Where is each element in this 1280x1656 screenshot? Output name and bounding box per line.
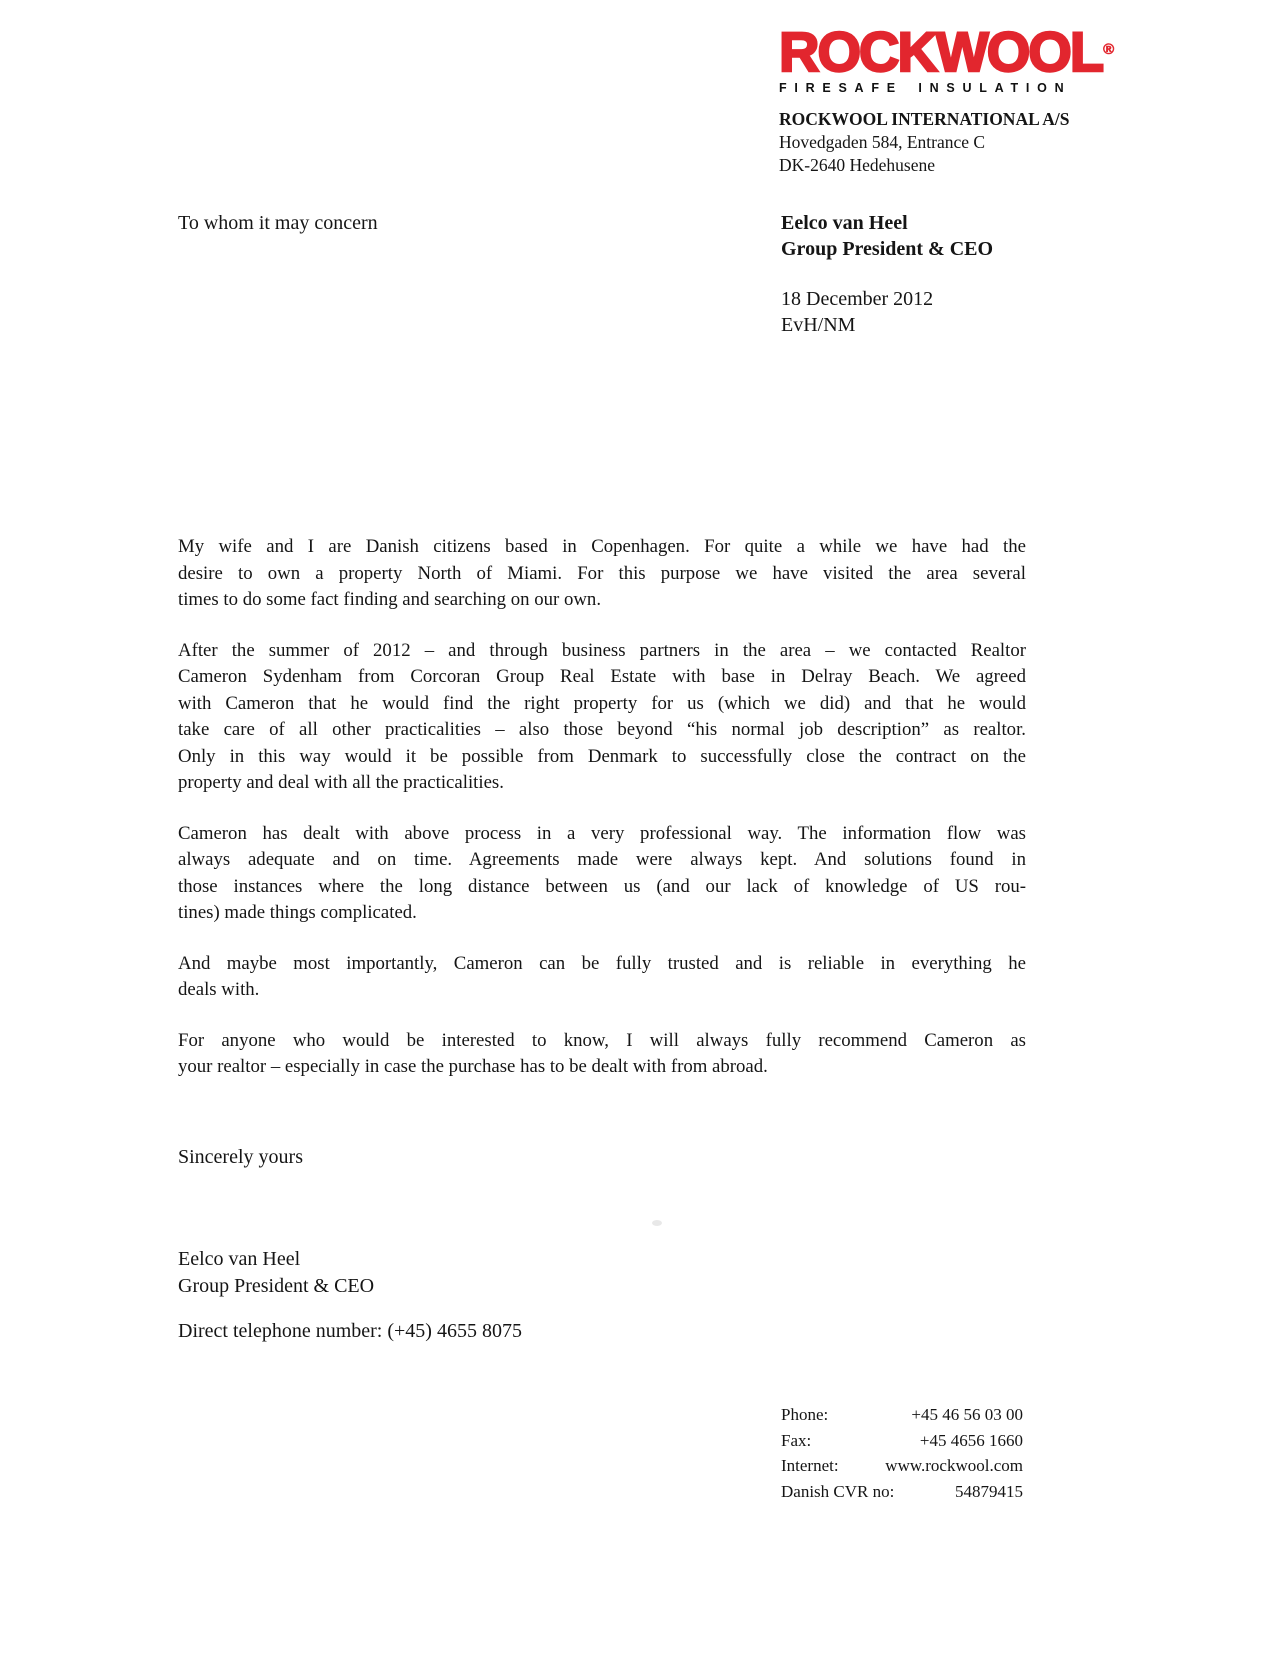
sender-title: Group President & CEO	[781, 238, 994, 260]
signature-title: Group President & CEO	[178, 1275, 375, 1297]
footer-value: +45 46 56 03 00	[911, 1405, 1023, 1424]
paragraph-line: your realtor – especially in case the purchase has to be dealt with from abroad.	[178, 1056, 768, 1077]
valediction: Sincerely yours	[178, 1146, 303, 1168]
paragraph	[178, 638, 1026, 797]
footer-row	[781, 1402, 1023, 1428]
footer-row	[781, 1428, 1023, 1454]
company-address-block	[779, 108, 1129, 177]
signature-block	[178, 1246, 374, 1300]
logo-tagline: FIRESAFE INSULATION	[779, 81, 1072, 95]
paragraph-line: take care of all other practicalities – also those beyond “his normal job description” as realtor.	[178, 719, 1026, 740]
registered-trademark-icon: ®	[1103, 41, 1115, 58]
footer-label: Internet:	[781, 1456, 839, 1475]
company-address-line1: Hovedgaden 584, Entrance C	[779, 132, 986, 152]
paragraph-line: those instances where the long distance between us (and our lack of knowledge of US rou-	[178, 875, 1026, 897]
footer-value: www.rockwool.com	[885, 1456, 1023, 1475]
paragraph	[178, 1028, 1026, 1081]
footer-label: Phone:	[781, 1405, 829, 1424]
letter-reference: EvH/NM	[781, 314, 856, 336]
paragraph	[178, 951, 1026, 1004]
paragraph-line: Cameron Sydenham from Corcoran Group Real Estate with base in Delray Beach. We agreed	[178, 666, 1026, 687]
footer-row	[781, 1479, 1023, 1505]
paragraph-line: deals with.	[178, 979, 260, 1000]
paragraph-line: property and deal with all the practicalities.	[178, 772, 504, 793]
rockwool-logo	[779, 20, 1129, 83]
contact-footer	[781, 1402, 1023, 1504]
paragraph	[178, 821, 1026, 927]
rockwool-logo-wordmark: ROCKWOOL	[779, 20, 1103, 83]
company-name: ROCKWOOL INTERNATIONAL A/S	[779, 109, 1070, 129]
sender-name: Eelco van Heel	[781, 212, 908, 234]
paragraph-line: My wife and I are Danish citizens based in Copenhagen. For quite a while we have had the	[178, 536, 1026, 557]
salutation: To whom it may concern	[178, 212, 378, 234]
company-address-line2: DK-2640 Hedehusene	[779, 155, 935, 175]
direct-phone-line: Direct telephone number: (+45) 4655 8075	[178, 1320, 522, 1342]
letterhead	[779, 20, 1129, 177]
letter-date: 18 December 2012	[781, 288, 934, 310]
scan-artifact	[652, 1220, 662, 1226]
footer-value: +45 4656 1660	[919, 1430, 1023, 1450]
footer-label: Danish CVR no:	[781, 1481, 895, 1501]
signature-name: Eelco van Heel	[178, 1248, 301, 1270]
date-reference-block	[781, 286, 933, 338]
sender-block	[781, 210, 993, 262]
paragraph-line: with Cameron that he would find the right property for us (which we did) and that he would	[178, 692, 1026, 714]
paragraph-line: And maybe most importantly, Cameron can be fully trusted and is reliable in everything he	[178, 952, 1026, 974]
paragraph-line: Cameron has dealt with above process in a very professional way. The information flow was	[178, 822, 1026, 844]
paragraph-line: times to do some fact finding and searching on our own.	[178, 589, 602, 610]
letter-body	[178, 534, 1026, 1105]
paragraph-line: always adequate and on time. Agreements made were always kept. And solutions found in	[178, 849, 1026, 870]
paragraph-line: desire to own a property North of Miami. For this purpose we have visited the area several	[178, 562, 1026, 584]
paragraph-line: Only in this way would it be possible from Denmark to successfully close the contract on the	[178, 745, 1026, 767]
paragraph-line: After the summer of 2012 – and through business partners in the area – we contacted Realtor	[178, 639, 1026, 661]
footer-row	[781, 1453, 1023, 1479]
footer-label: Fax:	[781, 1430, 812, 1450]
paragraph	[178, 534, 1026, 614]
paragraph-line: For anyone who would be interested to know, I will always fully recommend Cameron as	[178, 1029, 1026, 1051]
paragraph-line: tines) made things complicated.	[178, 902, 417, 923]
footer-value: 54879415	[955, 1481, 1023, 1501]
